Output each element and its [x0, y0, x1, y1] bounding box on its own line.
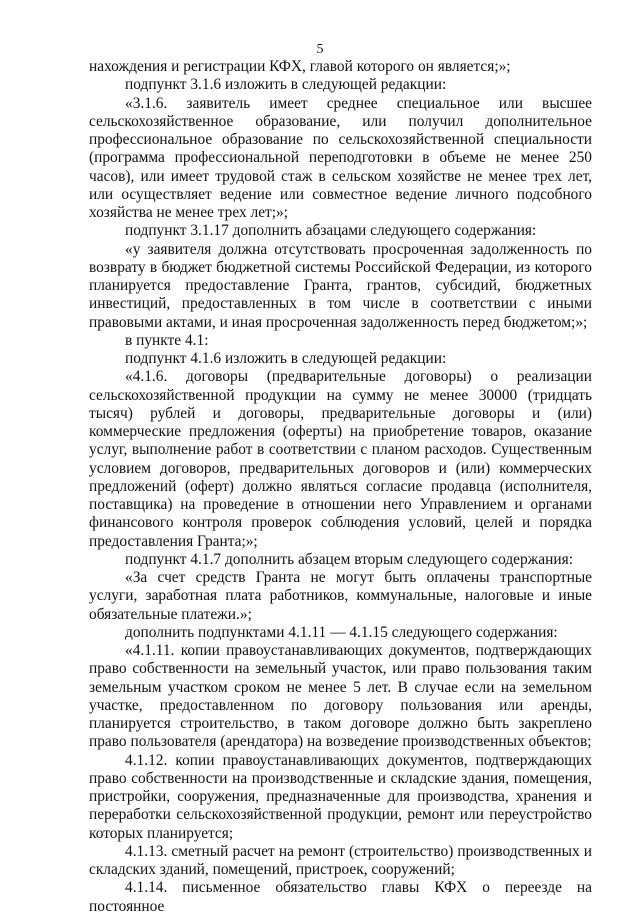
paragraph-3-1-6-intro: подпункт 3.1.6 изложить в следующей редакции:	[125, 76, 447, 94]
paragraph-4-1-13: 4.1.13. сметный расчет на ремонт (строительство) производственных и складских зданий, помещений, пристроек, сооружений;	[89, 842, 592, 878]
paragraph-4-1-7-intro: подпункт 4.1.7 дополнить абзацем вторым следующего содержания:	[125, 550, 573, 568]
paragraph-4-1-6-text: «4.1.6. договоры (предварительные договоры) о реализации сельскохозяйственной продукции на сумму не менее 30000 (тридцать тысяч) рублей и договоры, предварительные договоры и (или) коммерческие предложения (оферты) на приобретение товаров, оказание услуг, выполнение работ в соответствии с планом расходов. Существенным условием договоров, предварительных договоров и (или) коммерческих предложений (оферт) должно являться согласие продавца (исполнителя, поставщика) на проведение в отношении него Управлением и органами финансового контроля проверок соблюдения условий, целей и порядка предоставления Гранта;»;	[89, 368, 592, 550]
page-number: 5	[316, 42, 324, 57]
paragraph-4-1-intro: в пункте 4.1:	[125, 331, 209, 349]
paragraph-3-1-6-text: «3.1.6. заявитель имеет среднее специальное или высшее сельскохозяйственное образование, или получил дополнительное профессиональное образование по сельскохозяйственной специальности (программа профессиональной переподготовки в объеме не менее 250 часов), или имеет трудовой стаж в сельском хозяйстве не менее трех лет, или осуществляет ведение или совместное ведение личного подсобного хозяйства не менее трех лет;»;	[89, 94, 592, 221]
paragraph-4-1-14: 4.1.14. письменное обязательство главы КФХ о переезде на постоянное	[89, 879, 592, 915]
paragraph-4-1-11-15-intro: дополнить подпунктами 4.1.11 — 4.1.15 следующего содержания:	[125, 623, 558, 641]
paragraph-continuation: нахождения и регистрации КФХ, главой которого он является;»;	[89, 58, 511, 75]
paragraph-4-1-7-text: «За счет средств Гранта не могут быть оплачены транспортные услуги, заработная плата работников, коммунальные, налоговые и иные обязательные платежи.»;	[89, 569, 592, 623]
paragraph-3-1-17-intro: подпункт 3.1.17 дополнить абзацами следующего содержания:	[125, 222, 537, 240]
document-body	[89, 58, 592, 916]
paragraph-4-1-12: 4.1.12. копии правоустанавливающих документов, подтверждающих право собственности на производственные и складские здания, помещения, пристройки, сооружения, предназначенные для производства, хранения и переработки сельскохозяйственной продукции, ремонт или переустройство которых планируется;	[89, 751, 592, 842]
paragraph-3-1-17-text: «у заявителя должна отсутствовать просроченная задолженность по возврату в бюджет бюджетной системы Российской Федерации, из которого планируется предоставление Гранта, грантов, субсидий, бюджетных инвестиций, предоставленных в том числе в соответствии с иными правовыми актами, и иная просроченная задолженность перед бюджетом;»;	[89, 240, 592, 331]
paragraph-4-1-11: «4.1.11. копии правоустанавливающих документов, подтверждающих право собственности на земельный участок, или право пользования таким земельным участком сроком не менее 5 лет. В случае если на земельном участке, предоставленном по договору пользования или аренды, планируется строительство, в таком договоре должно быть закреплено право пользователя (арендатора) на возведение производственных объектов;	[89, 642, 592, 751]
paragraph-4-1-6-intro: подпункт 4.1.6 изложить в следующей редакции:	[125, 350, 447, 367]
